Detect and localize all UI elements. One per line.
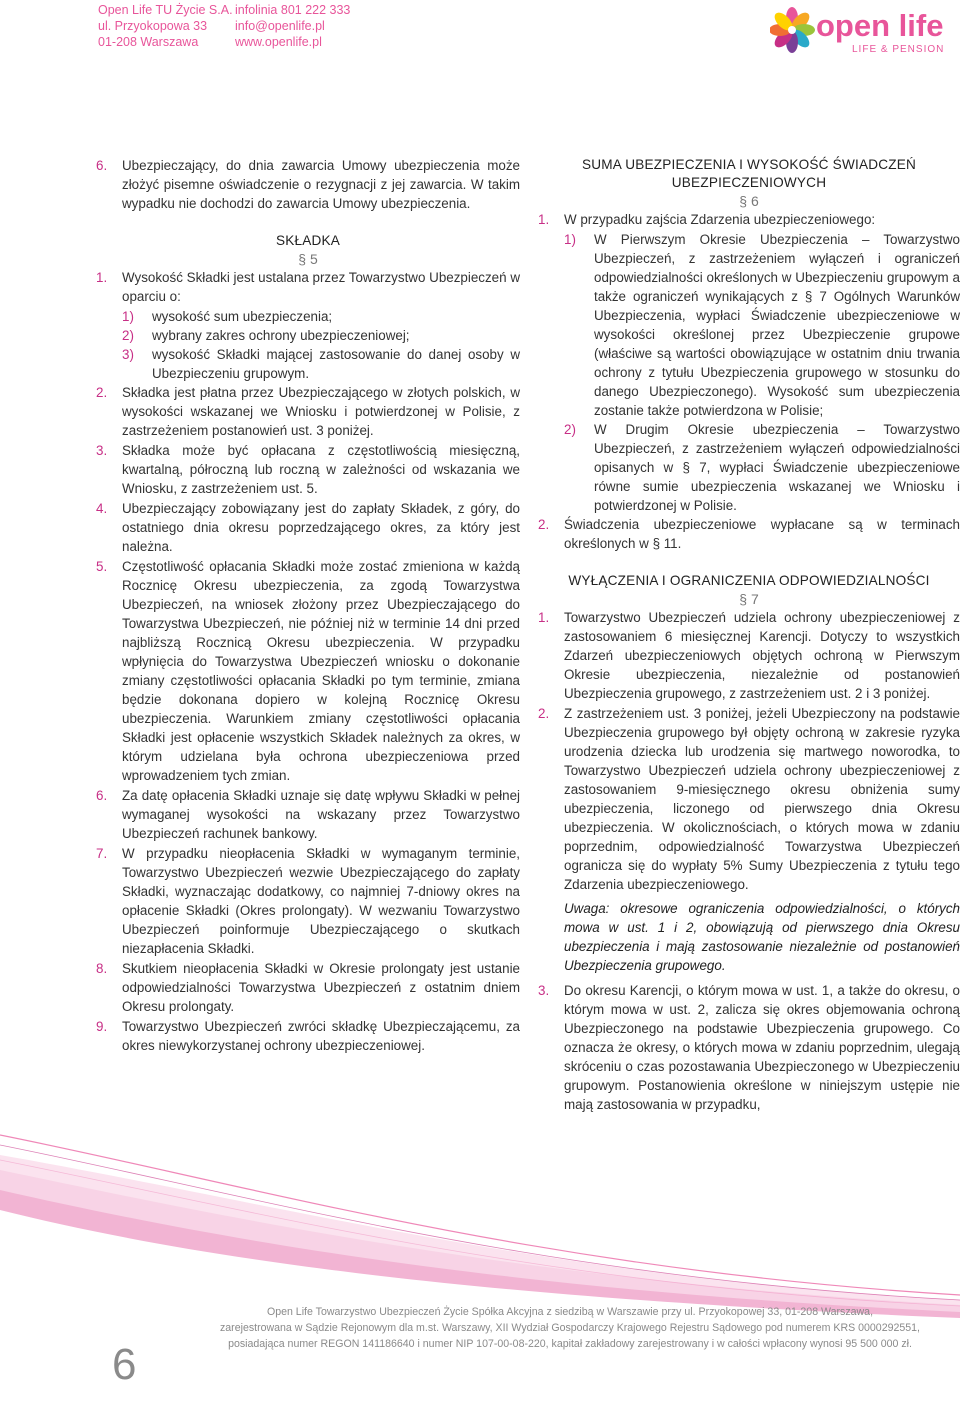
logo-tagline: LIFE & PENSION xyxy=(852,44,945,55)
sub-list-item xyxy=(96,307,520,326)
right-column xyxy=(538,156,960,1115)
item-text: Ubezpieczający zobowiązany jest do zapłaty Składek, z góry, do ostatniego dnia okresu poprzedzającego okres, za który jest należna. xyxy=(122,501,520,554)
note-text: Uwaga: okresowe ograniczenia odpowiedzialności, o których mowa w ust. 1 i 2, obowiązują od pierwszego dnia Okresu ubezpieczenia i mają zastosowanie niezależnie od postanowień Ubezpieczenia grupowego. xyxy=(564,901,960,973)
clause-6-resignation xyxy=(96,156,520,213)
left-column xyxy=(96,156,520,1056)
list-item xyxy=(96,499,520,556)
sub-list-item xyxy=(538,420,960,515)
footer-line: posiadająca numer REGON 141186640 i numer NIP 107-00-08-220, kapitał zakładowy zarejestrowany i w całości wpłacony wynosi 95 500 000 zł. xyxy=(228,1338,912,1350)
hotline: infolinia 801 222 333 xyxy=(235,3,351,17)
sub-item-number: 1) xyxy=(564,232,576,247)
item-number: 2. xyxy=(96,385,108,400)
item-number: 6. xyxy=(96,788,108,803)
item-number: 2. xyxy=(538,517,550,532)
section-heading-exclusions: WYŁĄCZENIA I OGRANICZENIA ODPOWIEDZIALNOŚCI xyxy=(568,573,930,588)
list-item xyxy=(538,608,960,703)
item-text: Składka jest płatna przez Ubezpieczającego w złotych polskich, w wysokości wskazanej we Wniosku i potwierdzonej w Polisie, z zastrzeżeniem postanowień ust. 3 poniżej. xyxy=(122,385,520,438)
item-text: W przypadku zajścia Zdarzenia ubezpieczeniowego: xyxy=(564,212,876,227)
list-item xyxy=(538,210,960,229)
item-number: 5. xyxy=(96,559,108,574)
open-life-logo xyxy=(770,2,950,64)
item-number: 3. xyxy=(538,983,550,998)
logo-wordmark: open life xyxy=(816,8,944,43)
footer-wave-decoration xyxy=(0,1130,960,1415)
company-city: 01-208 Warszawa xyxy=(98,35,199,49)
list-item xyxy=(538,704,960,894)
item-text: Towarzystwo Ubezpieczeń udziela ochrony ubezpieczeniowej z zastosowaniem 6 miesięcznej Karencji. Dotyczy to wszystkich Zdarzeń ubezpieczeniowych objętych ochroną w Pierwszym Okresie ubezpieczenia, niezależnie od postanowień Ubezpieczenia grupowego, z zastrzeżeniem ust. 2 i 3 poniżej. xyxy=(564,610,960,701)
item-number: 4. xyxy=(96,501,108,516)
item-number: 7. xyxy=(96,846,108,861)
list-item xyxy=(96,786,520,843)
paragraph-number: § 5 xyxy=(298,251,318,267)
item-number: 3. xyxy=(96,443,108,458)
sub-item-number: 2) xyxy=(122,328,134,343)
sub-item-number: 2) xyxy=(564,422,576,437)
sub-list-item xyxy=(538,230,960,420)
section-heading-sum-insured: SUMA UBEZPIECZENIA I WYSOKOŚĆ ŚWIADCZEŃ UBEZPIECZENIOWYCH xyxy=(581,157,917,190)
sub-item-text: wybrany zakres ochrony ubezpieczeniowej; xyxy=(152,328,410,343)
header-contact xyxy=(235,2,350,50)
company-street: ul. Przyokopowa 33 xyxy=(98,19,208,33)
list-item xyxy=(96,959,520,1016)
item-text: Z zastrzeżeniem ust. 3 poniżej, jeżeli Ubezpieczony na podstawie Ubezpieczenia grupowego był objęty ochroną w zakresie ryzyka urodzenia dziecka lub urodzenia się martwego noworodka, to Towarzystwo Ubezpieczeń udziela ochrony ubezpieczeniowej z zastosowaniem 9-miesięcznego okresu obniżenia sumy ubezpieczenia, liczonego od pierwszego dnia Okresu ubezpieczenia. W okolicznościach, o których mowa w zdaniu poprzednim, odpowiedzialność Towarzystwa Ubezpieczeń ogranicza się do wypłaty 5% Sumy Ubezpieczenia z tytułu tego Zdarzenia ubezpieczeniowego. xyxy=(564,706,960,892)
item-text: Ubezpieczający, do dnia zawarcia Umowy ubezpieczenia może złożyć pisemne oświadczenie o rezygnacji z jej zawarcia. W takim wypadku nie dochodzi do zawarcia Umowy ubezpieczenia. xyxy=(122,158,520,211)
item-text: Towarzystwo Ubezpieczeń zwróci składkę Ubezpieczającemu, za okres niewykorzystanej ochrony ubezpieczeniowej. xyxy=(122,1019,520,1053)
section-heading-premium: SKŁADKA xyxy=(275,233,341,248)
item-number: 9. xyxy=(96,1019,108,1034)
item-number: 2. xyxy=(538,706,550,721)
item-text: Wysokość Składki jest ustalana przez Towarzystwo Ubezpieczeń w oparciu o: xyxy=(122,270,520,304)
item-number: 1. xyxy=(538,610,550,625)
list-item xyxy=(96,844,520,958)
list-item xyxy=(96,441,520,498)
footer-line: Open Life Towarzystwo Ubezpieczeń Życie Spółka Akcyjna z siedzibą w Warszawie przy ul. Przyokopowej 33, 01-208 Warszawa, xyxy=(266,1306,874,1318)
page-number: 6 xyxy=(112,1340,137,1389)
list-item xyxy=(538,981,960,1114)
website-link[interactable]: www.openlife.pl xyxy=(235,35,322,49)
item-text: W przypadku nieopłacenia Składki w wymaganym terminie, Towarzystwo Ubezpieczeń wezwie Ubezpieczającego do zapłaty Składki, wyznaczając dodatkowy, co najmniej 7-dniowy okres na opłacenie Składki (Okres prolongaty). W wezwaniu Towarzystwo Ubezpieczeń poinformuje Ubezpieczającego o skutkach niezapłacenia Składki. xyxy=(122,846,520,956)
item-number: 6. xyxy=(96,158,108,173)
footer-line: zarejestrowana w Sądzie Rejonowym dla m.st. Warszawy, XII Wydział Gospodarczy Krajowego Rejestru Sądowego pod numerem KRS 0000292551, xyxy=(219,1322,920,1334)
list-item xyxy=(96,268,520,306)
list-item xyxy=(96,383,520,440)
item-number: 1. xyxy=(96,270,108,285)
list-item xyxy=(96,557,520,785)
footer-legal-text xyxy=(210,1304,930,1352)
sub-list-item xyxy=(96,345,520,383)
company-name: Open Life TU Życie S.A. xyxy=(98,3,233,17)
sub-list-item xyxy=(96,326,520,345)
item-number: 8. xyxy=(96,961,108,976)
paragraph-number: § 7 xyxy=(739,591,759,607)
sub-item-text: wysokość Składki mającej zastosowanie do danej osoby w Ubezpieczeniu grupowym. xyxy=(152,347,520,381)
item-text: Za datę opłacenia Składki uznaje się datę wpływu Składki w pełnej wymaganej wysokości na wskazany przez Towarzystwo Ubezpieczeń rachunek bankowy. xyxy=(122,788,520,841)
header-company-address xyxy=(98,2,233,50)
sub-item-number: 3) xyxy=(122,347,134,362)
item-text: Składka może być opłacana z częstotliwością miesięczną, kwartalną, półroczną lub roczną w zależności od wskazania we Wniosku, z zastrzeżeniem ust. 5. xyxy=(122,443,520,496)
item-text: Świadczenia ubezpieczeniowe wypłacane są w terminach określonych w § 11. xyxy=(564,517,960,551)
sub-item-text: W Drugim Okresie ubezpieczenia – Towarzystwo Ubezpieczeń, z zastrzeżeniem wyłączeń odpowiedzialności opisanych w § 7, wypłaci Świadczenie ubezpieczeniowe równe sumie ubezpieczenia wskazanej we Wniosku i potwierdzonej w Polisie. xyxy=(594,422,960,513)
flower-icon xyxy=(770,7,815,53)
item-text: Częstotliwość opłacania Składki może zostać zmieniona w każdą Rocznicę Okresu ubezpieczenia, za zgodą Towarzystwa Ubezpieczeń, na wniosek złożony przez Ubezpieczającego do Towarzystwa Ubezpieczeń, nie później niż w terminie 14 dni przed najbliższą Rocznicą Okresu ubezpieczenia. W przypadku wpłynięcia do Towarzystwa Ubezpieczeń wniosku o dokonanie zmiany częstotliwości opłacania Składki po tym terminie, zmiana będzie dokonana dopiero w kolejną Rocznicę Okresu ubezpieczenia. Warunkiem zmiany częstotliwości opłacania Składki jest opłacenie wszystkich Składek należnych za okres, w którym udzielana była ochrona ubezpieczeniowa przed wprowadzeniem tych zmian. xyxy=(122,559,520,783)
item-text: Do okresu Karencji, o którym mowa w ust. 1, a także do okresu, o którym mowa w ust. 2, zalicza się okres objemowania ochroną Ubezpieczonego na podstawie Ubezpieczenia grupowego. Co oznacza że okresy, o których mowa w zdaniu poprzednim, ulegają skróceniu o czas pozostawania Ubezpieczonego w Ubezpieczeniu grupowym. Postanowienia określone w niniejszym ustępie nie mają zastosowania w przypadku, xyxy=(564,983,960,1112)
sub-item-text: W Pierwszym Okresie Ubezpieczenia – Towarzystwo Ubezpieczeń, z zastrzeżeniem wyłączeń i ograniczeń odpowiedzialności określonych w Ubezpieczeniu grupowym a także ograniczeń wynikających z § 7 Ogólnych Warunków Ubezpieczenia, wypłaci Świadczenie ubezpieczeniowe w wysokości określonej przez Ubezpieczenie grupowe (właściwe są wartości obowiązujące w ostatnim dniu trwania ochrony z tytułu Ubezpieczenia grupowego w stosunku do danego Ubezpieczonego). Wysokość sum ubezpieczenia zostanie także potwierdzona w Polisie; xyxy=(594,232,960,418)
list-item xyxy=(96,1017,520,1055)
paragraph-number: § 6 xyxy=(739,193,759,209)
item-number: 1. xyxy=(538,212,550,227)
sub-item-number: 1) xyxy=(122,309,134,324)
sub-item-text: wysokość sum ubezpieczenia; xyxy=(152,309,333,324)
email-link[interactable]: info@openlife.pl xyxy=(235,19,325,33)
item-text: Skutkiem nieopłacenia Składki w Okresie prolongaty jest ustanie odpowiedzialności Towarzystwa Ubezpieczeń z ostatnim dniem Okresu prolongaty. xyxy=(122,961,520,1014)
list-item xyxy=(538,515,960,553)
